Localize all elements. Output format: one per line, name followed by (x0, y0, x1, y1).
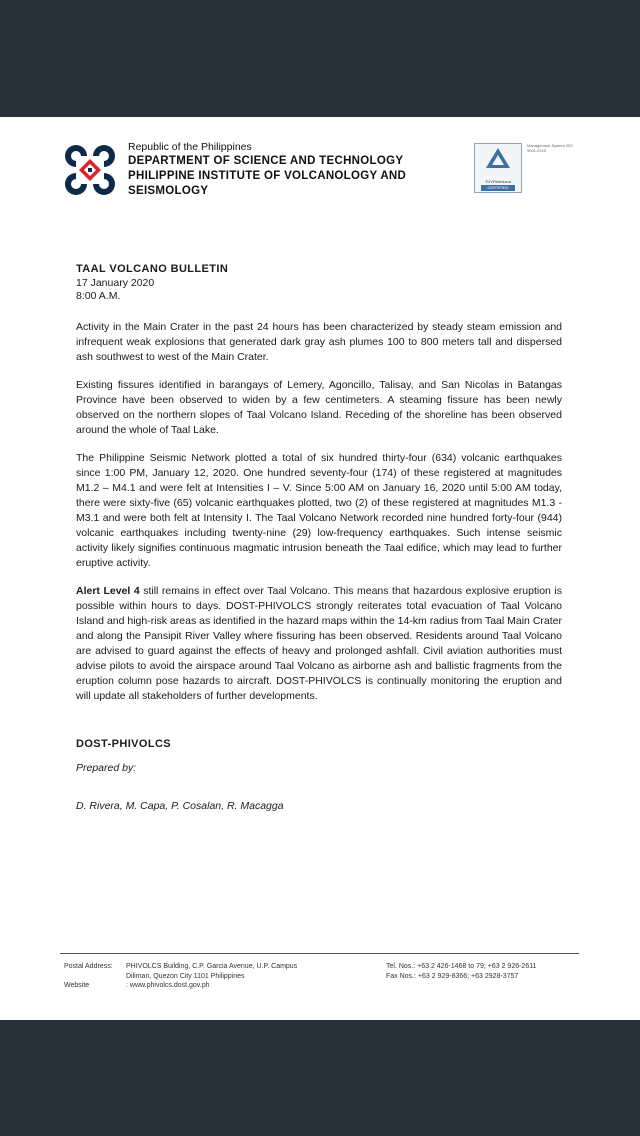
cert-text: Management System ISO 9001:2015 (527, 143, 573, 154)
paragraph-seismic: The Philippine Seismic Network plotted a total of six hundred thirty-four (634) volcanic earthquakes since 1:00 PM, January 12, 2020. One hundred seventy-four (174) of these registered at magnitudes M1.2 – M4.1 and were felt at Intensities I – V. Since 5:00 AM on January 16, 2020 until 5:00 AM today, there were sixty-five (65) volcanic earthquakes plotted, two (2) of these registered at magnitudes M1.3 -M3.1 and were both felt at Intensity I. The Taal Volcano Network recorded nine hundred forty-four (944) volcanic earthquakes including twenty-nine (29) low-frequency earthquakes. Such intense seismic activity likely signifies continuous magmatic intrusion beneath the Taal edifice, which may lead to further eruptive activity. (76, 451, 562, 569)
footer-address (64, 962, 364, 991)
footer-contact (386, 962, 586, 981)
tuv-logo (474, 143, 522, 193)
footer-divider (60, 953, 579, 954)
tuv-triangle-icon (475, 144, 521, 174)
alert-level-text: still remains in effect over Taal Volcano. This means that hazardous explosive eruption is possible within hours to days. DOST-PHIVOLCS strongly reiterates total evacuation of Taal Volcano Island and high-risk areas as identified in the hazard maps within the 14-km radius from Taal Main Crater and along the Pansipit River Valley where fissuring has been observed. Residents around Taal Volcano are advised to guard against the effects of heavy and prolonged ashfall. Civil aviation authorities must advise pilots to avoid the airspace around Taal Volcano as airborne ash and ballistic fragments from the eruption column pose hazards to aircraft. DOST-PHIVOLCS is continually monitoring the eruption and will update all stakeholders of further developments. (76, 584, 562, 702)
bulletin-page (0, 117, 640, 1020)
bulletin-title: TAAL VOLCANO BULLETIN (76, 263, 229, 275)
agency-name-line-1: DEPARTMENT OF SCIENCE AND TECHNOLOGY (128, 155, 404, 167)
bulletin-date: 17 January 2020 (76, 276, 155, 289)
paragraph-alert-level (76, 584, 562, 704)
agency-name-line-2: PHILIPPINE INSTITUTE OF VOLCANOLOGY AND (128, 170, 407, 182)
dost-logo (62, 142, 118, 198)
republic-label: Republic of the Philippines (128, 141, 252, 153)
address-line-2: Diliman, Quezon City 1101 Philippines (126, 972, 245, 980)
bulletin-time: 8:00 A.M. (76, 290, 121, 302)
signature-agency: DOST-PHIVOLCS (76, 737, 172, 750)
fax-numbers: Fax Nos.: +63 2 929-8366; +63 2928-3757 (386, 972, 519, 980)
cert-brand: TÜVRheinland (484, 179, 511, 184)
address-line-1: PHIVOLCS Building, C.P. Garcia Avenue, U.P. Campus (126, 963, 298, 970)
website-label: Website (64, 982, 90, 989)
address-label: Postal Address: (64, 963, 113, 970)
paragraph-main-crater: Activity in the Main Crater in the past 24 hours has been characterized by steady steam emission and infrequent weak explosions that generated dark gray ash plumes 100 to 800 meters tall and dispersed ash southwest to west of the Main Crater. (76, 320, 562, 363)
letterhead (128, 141, 448, 199)
cert-badge: CERTIFIED (481, 185, 515, 191)
alert-level-label: Alert Level 4 (76, 584, 140, 597)
bulletin-body (76, 263, 562, 812)
authors-list: D. Rivera, M. Capa, P. Cosalan, R. Macagga (76, 799, 284, 812)
paragraph-fissures: Existing fissures identified in barangays of Lemery, Agoncillo, Talisay, and San Nicolas in Batangas Province have been observed to widen by a few centimeters. A steaming fissure has been newly observed on the northern slopes of Taal Volcano Island. Receding of the shoreline has been observed around the whole of Taal Lake. (76, 378, 562, 436)
certification-mark (474, 143, 578, 193)
website-link[interactable]: : www.phivolcs.dost.gov.ph (126, 982, 210, 989)
agency-name-line-3: SEISMOLOGY (128, 185, 209, 197)
prepared-by-label: Prepared by: (76, 761, 137, 774)
telephone-numbers: Tel. Nos.: +63 2 426-1468 to 79; +63 2 926-2611 (386, 963, 537, 970)
